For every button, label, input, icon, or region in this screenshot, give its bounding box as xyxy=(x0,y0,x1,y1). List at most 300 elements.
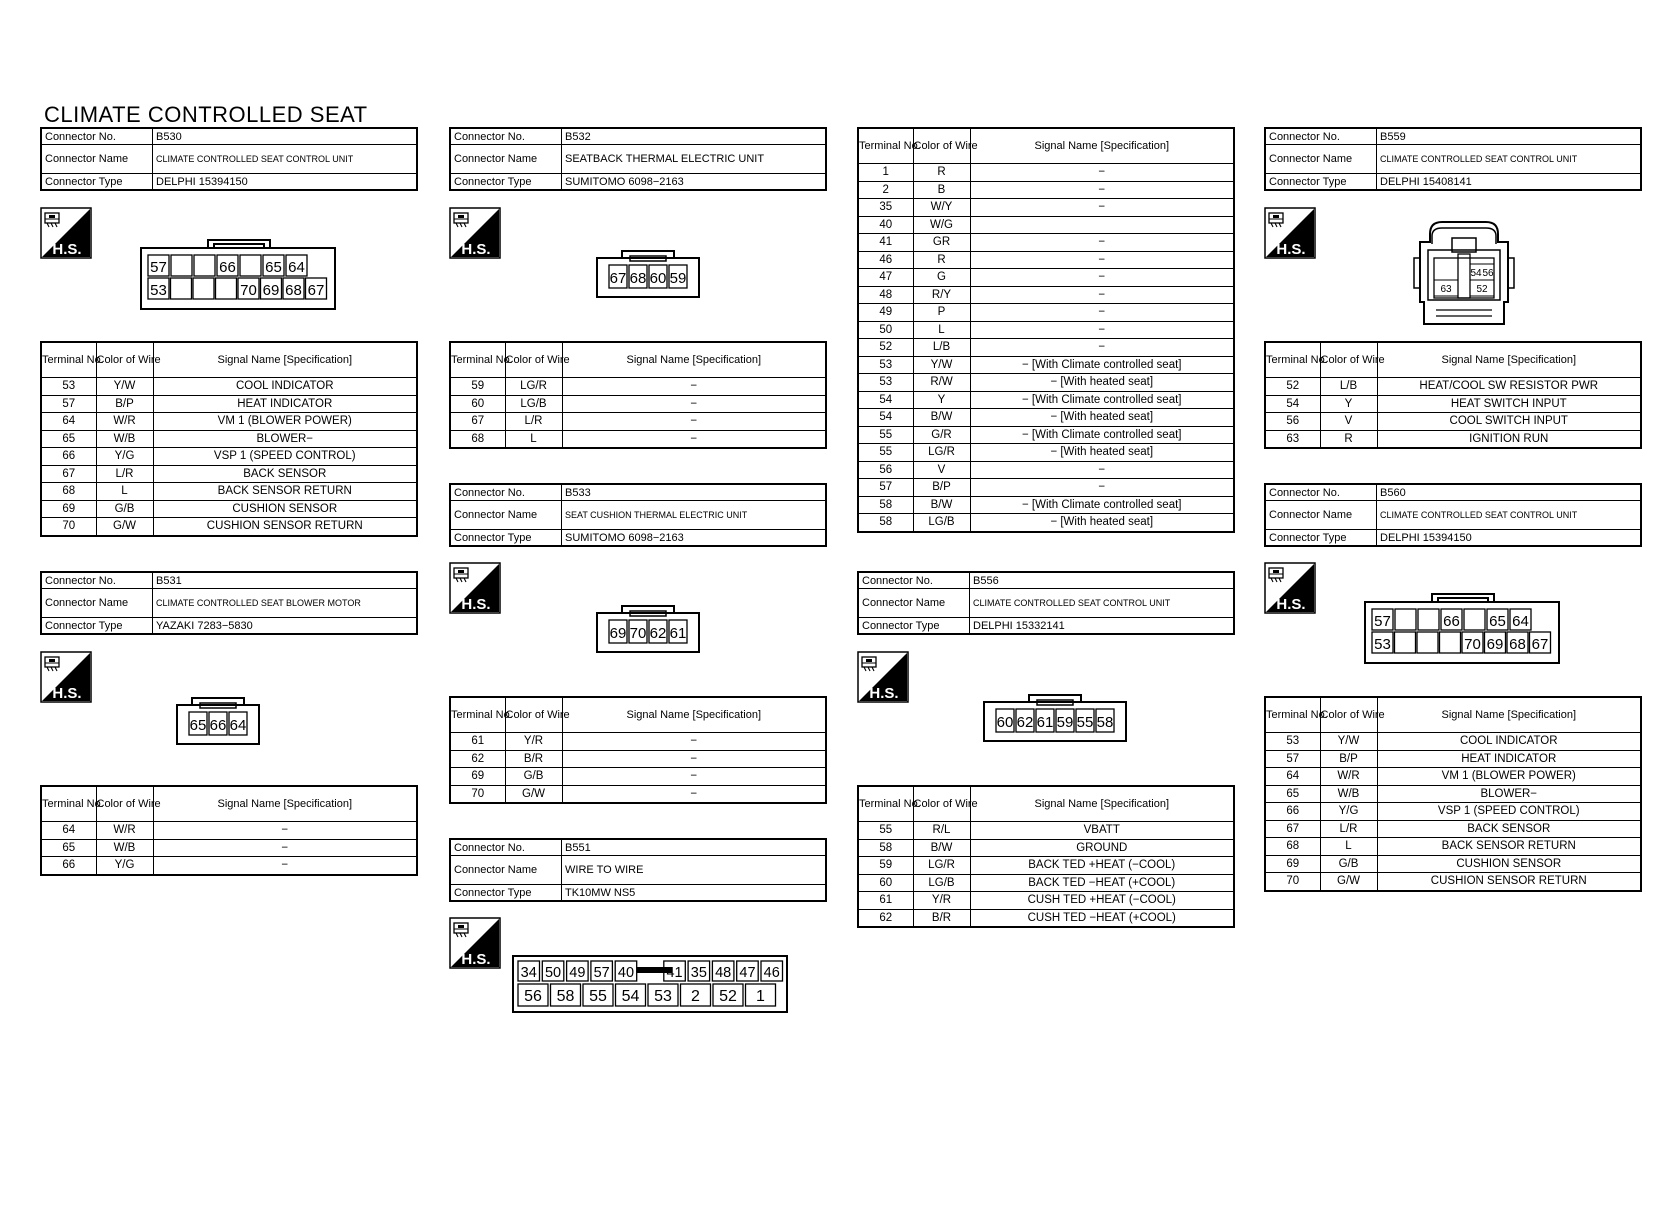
signal-name-cell: COOL INDICATOR xyxy=(1377,733,1641,751)
connector-name-label: Connector Name xyxy=(450,145,562,174)
signal-name-cell: CUSHION SENSOR xyxy=(153,500,417,518)
wire-color-cell: B/P xyxy=(913,479,970,497)
table-row xyxy=(41,839,417,857)
wire-color-cell: Y xyxy=(913,391,970,409)
wire-color-cell: LG/B xyxy=(913,514,970,532)
connector-type-label: Connector Type xyxy=(858,618,970,635)
signal-name-cell: − xyxy=(153,857,417,875)
pin-number: 48 xyxy=(715,965,732,981)
harness-side-icon xyxy=(1264,562,1316,614)
table-row xyxy=(858,426,1234,444)
connector-no-value: B556 xyxy=(970,572,1235,589)
wire-color-cell: L/B xyxy=(1320,378,1377,396)
wire-color-cell: W/Y xyxy=(913,199,970,217)
signal-name-header: Signal Name [Specification] xyxy=(1377,697,1641,733)
table-row xyxy=(858,251,1234,269)
wire-color-cell: W/B xyxy=(96,430,153,448)
hs-label: H.S. xyxy=(461,951,491,968)
signal-name-cell: COOL INDICATOR xyxy=(153,378,417,396)
wire-color-cell: G/B xyxy=(1320,855,1377,873)
connector-type-value: DELPHI 15394150 xyxy=(153,174,418,191)
wire-color-cell: B/P xyxy=(1320,750,1377,768)
terminal-no-header: Terminal No. xyxy=(858,786,913,822)
wire-color-cell: Y/W xyxy=(96,378,153,396)
wire-color-cell: Y/G xyxy=(1320,803,1377,821)
connector-name-label: Connector Name xyxy=(1265,501,1377,530)
table-row xyxy=(858,269,1234,287)
connector-info-b530 xyxy=(40,127,418,191)
signal-name-cell: VSP 1 (SPEED CONTROL) xyxy=(1377,803,1641,821)
table-row xyxy=(1265,413,1641,431)
table-row xyxy=(1265,768,1641,786)
signal-name-cell: − xyxy=(970,321,1234,339)
signal-name-cell: IGNITION RUN xyxy=(1377,430,1641,448)
connector-type-label: Connector Type xyxy=(1265,530,1377,547)
wire-color-cell: B/R xyxy=(913,909,970,927)
table-row xyxy=(858,409,1234,427)
table-row xyxy=(858,822,1234,840)
wire-color-cell: LG/B xyxy=(913,874,970,892)
table-row xyxy=(1265,803,1641,821)
signal-name-cell: − xyxy=(970,234,1234,252)
signal-name-cell: − xyxy=(970,286,1234,304)
color-of-wire-header: Color of Wire xyxy=(96,786,153,822)
terminal-no-cell: 53 xyxy=(858,374,913,392)
connector-face-b531 xyxy=(176,693,260,750)
wire-color-cell: B/W xyxy=(913,409,970,427)
table-row xyxy=(41,822,417,840)
wire-color-cell: B xyxy=(913,181,970,199)
terminal-no-cell: 61 xyxy=(858,892,913,910)
terminal-no-cell: 2 xyxy=(858,181,913,199)
pin-number: 65 xyxy=(189,717,207,734)
signal-name-cell: − xyxy=(970,269,1234,287)
signal-name-cell: − [With heated seat] xyxy=(970,444,1234,462)
terminal-no-cell: 64 xyxy=(41,413,96,431)
wire-color-cell: Y/G xyxy=(96,857,153,875)
connector-type-value: SUMITOMO 6098−2163 xyxy=(562,174,827,191)
pin-number: 62 xyxy=(649,625,667,642)
signal-table-header xyxy=(1265,697,1641,733)
connector-face-b556 xyxy=(983,690,1127,747)
table-row xyxy=(450,413,826,431)
signal-name-cell: BLOWER− xyxy=(1377,785,1641,803)
terminal-no-cell: 69 xyxy=(1265,855,1320,873)
signal-name-cell: VM 1 (BLOWER POWER) xyxy=(153,413,417,431)
pin-number: 66 xyxy=(1443,613,1460,630)
harness-side-icon xyxy=(449,917,501,969)
signal-table-b551 xyxy=(857,127,1235,533)
table-row xyxy=(450,785,826,803)
table-row xyxy=(450,750,826,768)
wire-color-cell: W/R xyxy=(1320,768,1377,786)
wire-color-cell: B/W xyxy=(913,496,970,514)
terminal-no-cell: 60 xyxy=(858,874,913,892)
pin-number: 66 xyxy=(209,717,227,734)
terminal-no-cell: 69 xyxy=(41,500,96,518)
pin-number: 55 xyxy=(1076,714,1094,731)
pin-number: 70 xyxy=(240,282,257,299)
connector-name-value: SEATBACK THERMAL ELECTRIC UNIT xyxy=(562,145,827,174)
terminal-no-cell: 64 xyxy=(41,822,96,840)
connector-no-value: B532 xyxy=(562,128,827,145)
color-of-wire-header: Color of Wire xyxy=(505,342,562,378)
signal-table-b530 xyxy=(40,341,418,537)
connector-no-label: Connector No. xyxy=(450,484,562,501)
signal-name-cell: BACK SENSOR RETURN xyxy=(153,483,417,501)
terminal-no-cell: 64 xyxy=(1265,768,1320,786)
pin-number: 57 xyxy=(593,965,610,981)
connector-no-label: Connector No. xyxy=(41,572,153,589)
wire-color-cell: Y/G xyxy=(96,448,153,466)
table-row xyxy=(1265,855,1641,873)
harness-side-icon xyxy=(449,207,501,259)
table-row xyxy=(858,374,1234,392)
signal-name-cell: − xyxy=(153,839,417,857)
harness-side-icon xyxy=(40,651,92,703)
terminal-no-cell: 66 xyxy=(41,448,96,466)
terminal-no-header: Terminal No. xyxy=(1265,697,1320,733)
pin-number: 57 xyxy=(1374,613,1391,630)
signal-table-b560 xyxy=(1264,696,1642,892)
wire-color-cell: G/W xyxy=(96,518,153,536)
signal-name-cell: − xyxy=(562,768,826,786)
pin-number: 64 xyxy=(1512,613,1529,630)
terminal-no-cell: 62 xyxy=(450,750,505,768)
connector-no-label: Connector No. xyxy=(450,128,562,145)
terminal-no-cell: 67 xyxy=(450,413,505,431)
table-row xyxy=(41,500,417,518)
terminal-no-header: Terminal No. xyxy=(41,786,96,822)
connector-type-value: DELPHI 15394150 xyxy=(1377,530,1642,547)
table-row xyxy=(1265,873,1641,891)
table-row xyxy=(1265,430,1641,448)
table-row xyxy=(41,518,417,536)
hs-label: H.S. xyxy=(1276,241,1306,258)
table-row xyxy=(41,448,417,466)
wire-color-cell: Y/R xyxy=(505,733,562,751)
hs-label: H.S. xyxy=(461,241,491,258)
wire-color-cell: L/R xyxy=(1320,820,1377,838)
connector-type-value: TK10MW NS5 xyxy=(562,885,827,902)
table-row xyxy=(1265,785,1641,803)
signal-name-cell: − xyxy=(562,378,826,396)
wire-color-cell: P xyxy=(913,304,970,322)
connector-name-value: CLIMATE CONTROLLED SEAT CONTROL UNIT xyxy=(1380,510,1578,520)
hs-label: H.S. xyxy=(52,241,82,258)
table-row xyxy=(858,181,1234,199)
signal-table-header xyxy=(1265,342,1641,378)
connector-type-value: DELPHI 15408141 xyxy=(1377,174,1642,191)
table-row xyxy=(858,874,1234,892)
pin-number: 65 xyxy=(1489,613,1506,630)
table-row xyxy=(1265,838,1641,856)
hs-label: H.S. xyxy=(869,685,899,702)
signal-name-header: Signal Name [Specification] xyxy=(1377,342,1641,378)
signal-name-cell: VM 1 (BLOWER POWER) xyxy=(1377,768,1641,786)
terminal-no-header: Terminal No. xyxy=(858,128,913,164)
connector-face-b559 xyxy=(1406,218,1522,333)
table-row xyxy=(858,321,1234,339)
terminal-no-cell: 60 xyxy=(450,395,505,413)
terminal-no-cell: 54 xyxy=(1265,395,1320,413)
signal-name-header: Signal Name [Specification] xyxy=(562,342,826,378)
wire-color-cell: LG/R xyxy=(913,444,970,462)
wire-color-cell: B/P xyxy=(96,395,153,413)
wire-color-cell: W/R xyxy=(96,822,153,840)
wire-color-cell: LG/B xyxy=(505,395,562,413)
signal-name-cell: − xyxy=(970,199,1234,217)
signal-name-cell: − xyxy=(970,181,1234,199)
pin-number: 70 xyxy=(1464,636,1481,653)
connector-info-b531 xyxy=(40,571,418,635)
terminal-no-cell: 50 xyxy=(858,321,913,339)
pin-number: 68 xyxy=(285,282,302,299)
terminal-no-cell: 59 xyxy=(858,857,913,875)
signal-name-cell: − xyxy=(562,785,826,803)
pin-number: 35 xyxy=(690,965,707,981)
pin-number: 63 xyxy=(1440,284,1452,295)
terminal-no-cell: 66 xyxy=(41,857,96,875)
connector-name-value: CLIMATE CONTROLLED SEAT CONTROL UNIT xyxy=(156,154,354,164)
terminal-no-cell: 56 xyxy=(858,461,913,479)
terminal-no-header: Terminal No. xyxy=(450,342,505,378)
pin-number: 49 xyxy=(569,965,586,981)
terminal-no-cell: 68 xyxy=(41,483,96,501)
connector-face-b551 xyxy=(512,955,788,1018)
signal-name-cell: − xyxy=(153,822,417,840)
signal-name-cell: VBATT xyxy=(970,822,1234,840)
table-row xyxy=(858,479,1234,497)
signal-name-cell: − xyxy=(562,750,826,768)
connector-name-value: CLIMATE CONTROLLED SEAT CONTROL UNIT xyxy=(1380,154,1578,164)
connector-type-label: Connector Type xyxy=(41,174,153,191)
wire-color-cell: L/B xyxy=(913,339,970,357)
connector-type-value: SUMITOMO 6098−2163 xyxy=(562,530,827,547)
signal-name-cell: BACK TED −HEAT (+COOL) xyxy=(970,874,1234,892)
signal-name-cell: HEAT/COOL SW RESISTOR PWR xyxy=(1377,378,1641,396)
table-row xyxy=(41,483,417,501)
signal-name-cell: − xyxy=(970,304,1234,322)
connector-type-label: Connector Type xyxy=(41,618,153,635)
signal-name-header: Signal Name [Specification] xyxy=(153,786,417,822)
table-row xyxy=(41,465,417,483)
signal-name-cell: − xyxy=(970,164,1234,182)
harness-side-icon xyxy=(40,207,92,259)
connector-no-label: Connector No. xyxy=(1265,128,1377,145)
table-row xyxy=(858,496,1234,514)
connector-no-label: Connector No. xyxy=(1265,484,1377,501)
terminal-no-cell: 53 xyxy=(41,378,96,396)
connector-face-b533 xyxy=(596,601,700,658)
color-of-wire-header: Color of Wire xyxy=(1320,697,1377,733)
terminal-no-cell: 65 xyxy=(41,839,96,857)
pin-number: 62 xyxy=(1016,714,1034,731)
pin-number: 47 xyxy=(739,965,756,981)
pin-number: 55 xyxy=(589,988,607,1005)
pin-number: 34 xyxy=(520,965,537,981)
pin-number: 54 xyxy=(621,988,640,1005)
pin-number: 56 xyxy=(1482,268,1494,279)
wire-color-cell: V xyxy=(913,461,970,479)
signal-name-cell: CUSH TED −HEAT (+COOL) xyxy=(970,909,1234,927)
signal-name-cell xyxy=(970,216,1234,234)
terminal-no-cell: 53 xyxy=(1265,733,1320,751)
signal-name-cell: − xyxy=(562,395,826,413)
signal-name-header: Signal Name [Specification] xyxy=(970,128,1234,164)
wire-color-cell: W/G xyxy=(913,216,970,234)
table-row xyxy=(858,839,1234,857)
signal-table-header xyxy=(41,786,417,822)
terminal-no-cell: 67 xyxy=(1265,820,1320,838)
pin-number: 40 xyxy=(617,965,635,981)
pin-number: 57 xyxy=(150,259,167,276)
table-row xyxy=(41,413,417,431)
signal-table-b532 xyxy=(449,341,827,449)
terminal-no-cell: 56 xyxy=(1265,413,1320,431)
table-row xyxy=(1265,820,1641,838)
table-row xyxy=(858,857,1234,875)
pin-number: 67 xyxy=(307,282,325,299)
wire-color-cell: R/Y xyxy=(913,286,970,304)
terminal-no-cell: 68 xyxy=(1265,838,1320,856)
pin-number: 61 xyxy=(1036,714,1054,731)
connector-type-label: Connector Type xyxy=(450,885,562,902)
signal-name-cell: − [With Climate controlled seat] xyxy=(970,391,1234,409)
wire-color-cell: B/R xyxy=(505,750,562,768)
connector-no-label: Connector No. xyxy=(858,572,970,589)
wire-color-cell: B/W xyxy=(913,839,970,857)
connector-no-value: B551 xyxy=(562,839,827,856)
signal-name-cell: − [With Climate controlled seat] xyxy=(970,356,1234,374)
signal-table-b531 xyxy=(40,785,418,876)
pin-number: 70 xyxy=(629,625,647,642)
terminal-no-cell: 41 xyxy=(858,234,913,252)
terminal-no-cell: 70 xyxy=(41,518,96,536)
signal-table-header xyxy=(41,342,417,378)
signal-name-cell: HEAT SWITCH INPUT xyxy=(1377,395,1641,413)
table-row xyxy=(858,461,1234,479)
pin-number: 61 xyxy=(669,625,687,642)
pin-number: 2 xyxy=(691,988,700,1005)
table-row xyxy=(858,216,1234,234)
signal-name-cell: − [With Climate controlled seat] xyxy=(970,496,1234,514)
pin-number: 68 xyxy=(1509,636,1526,653)
wire-color-cell: Y/W xyxy=(1320,733,1377,751)
signal-table-header xyxy=(858,128,1234,164)
terminal-no-cell: 70 xyxy=(1265,873,1320,891)
connector-name-value: CLIMATE CONTROLLED SEAT CONTROL UNIT xyxy=(973,598,1171,608)
terminal-no-cell: 66 xyxy=(1265,803,1320,821)
pin-number: 64 xyxy=(288,259,305,276)
pin-number: 69 xyxy=(609,625,627,642)
table-row xyxy=(858,391,1234,409)
pin-number: 65 xyxy=(265,259,282,276)
signal-name-cell: VSP 1 (SPEED CONTROL) xyxy=(153,448,417,466)
terminal-no-cell: 55 xyxy=(858,444,913,462)
pin-number: 50 xyxy=(544,965,562,981)
pin-number: 60 xyxy=(649,270,667,287)
color-of-wire-header: Color of Wire xyxy=(913,786,970,822)
table-row xyxy=(858,339,1234,357)
signal-name-cell: COOL SWITCH INPUT xyxy=(1377,413,1641,431)
harness-side-icon xyxy=(857,651,909,703)
pin-number: 69 xyxy=(1486,636,1504,653)
signal-name-cell: − xyxy=(970,339,1234,357)
connector-info-b532 xyxy=(449,127,827,191)
table-row xyxy=(858,909,1234,927)
table-row xyxy=(858,514,1234,532)
terminal-no-header: Terminal No. xyxy=(41,342,96,378)
pin-number: 66 xyxy=(219,259,236,276)
signal-name-header: Signal Name [Specification] xyxy=(970,786,1234,822)
wire-color-cell: L xyxy=(505,430,562,448)
signal-name-cell: CUSHION SENSOR RETURN xyxy=(1377,873,1641,891)
connector-name-label: Connector Name xyxy=(1265,145,1377,174)
connector-no-value: B530 xyxy=(153,128,418,145)
table-row xyxy=(858,892,1234,910)
connector-info-b551 xyxy=(449,838,827,902)
table-row xyxy=(450,430,826,448)
signal-table-header xyxy=(450,342,826,378)
wire-color-cell: L/R xyxy=(96,465,153,483)
connector-type-label: Connector Type xyxy=(450,530,562,547)
pin-number: 68 xyxy=(629,270,647,287)
wire-color-cell: LG/R xyxy=(913,857,970,875)
wire-color-cell: R xyxy=(913,251,970,269)
wire-color-cell: G/W xyxy=(1320,873,1377,891)
terminal-no-cell: 58 xyxy=(858,496,913,514)
hs-label: H.S. xyxy=(1276,596,1306,613)
wire-color-cell: W/R xyxy=(96,413,153,431)
table-row xyxy=(858,199,1234,217)
pin-number: 1 xyxy=(756,988,765,1005)
connector-no-value: B531 xyxy=(153,572,418,589)
color-of-wire-header: Color of Wire xyxy=(913,128,970,164)
terminal-no-cell: 70 xyxy=(450,785,505,803)
wire-color-cell: L/R xyxy=(505,413,562,431)
terminal-no-cell: 40 xyxy=(858,216,913,234)
terminal-no-cell: 57 xyxy=(1265,750,1320,768)
wire-color-cell: L xyxy=(1320,838,1377,856)
terminal-no-header: Terminal No. xyxy=(450,697,505,733)
terminal-no-cell: 53 xyxy=(858,356,913,374)
table-row xyxy=(1265,750,1641,768)
connector-type-label: Connector Type xyxy=(450,174,562,191)
connector-info-b560 xyxy=(1264,483,1642,547)
wire-color-cell: R/W xyxy=(913,374,970,392)
signal-name-cell: − xyxy=(970,479,1234,497)
terminal-no-cell: 48 xyxy=(858,286,913,304)
connector-type-label: Connector Type xyxy=(1265,174,1377,191)
signal-name-cell: − [With Climate controlled seat] xyxy=(970,426,1234,444)
pin-number: 64 xyxy=(229,717,247,734)
terminal-no-cell: 35 xyxy=(858,199,913,217)
wire-color-cell: R xyxy=(913,164,970,182)
pin-number: 58 xyxy=(1096,714,1114,731)
connector-type-value: DELPHI 15332141 xyxy=(970,618,1235,635)
terminal-no-cell: 47 xyxy=(858,269,913,287)
connector-name-label: Connector Name xyxy=(41,145,153,174)
signal-name-cell: HEAT INDICATOR xyxy=(153,395,417,413)
table-row xyxy=(858,234,1234,252)
pin-number: 52 xyxy=(1476,284,1488,295)
signal-name-cell: CUSHION SENSOR xyxy=(1377,855,1641,873)
terminal-no-cell: 63 xyxy=(1265,430,1320,448)
connector-name-value: SEAT CUSHION THERMAL ELECTRIC UNIT xyxy=(565,510,748,520)
terminal-no-cell: 58 xyxy=(858,514,913,532)
terminal-no-cell: 1 xyxy=(858,164,913,182)
